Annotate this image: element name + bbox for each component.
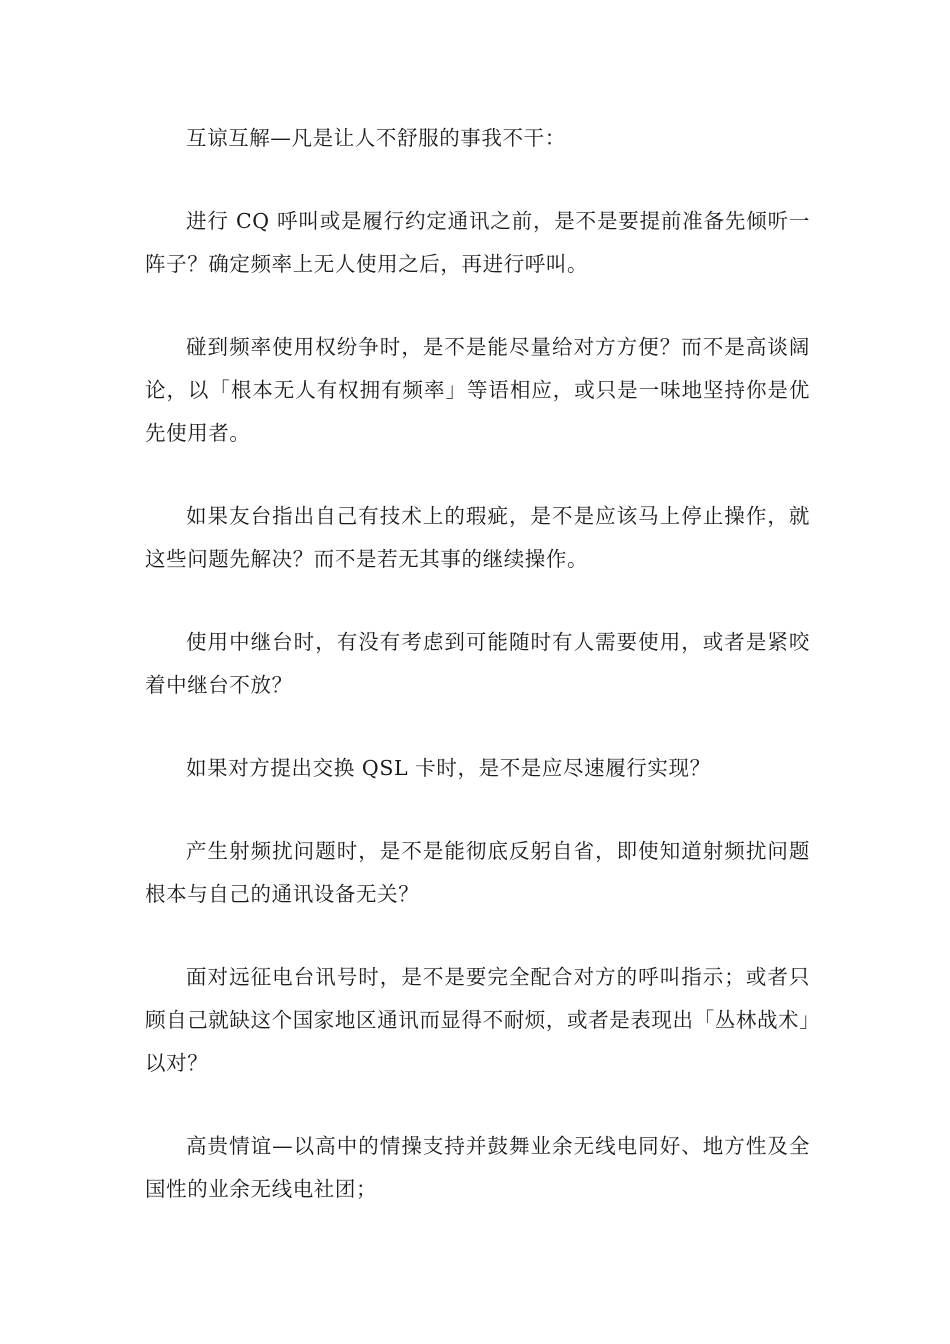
paragraph-technical-flaw: 如果友台指出自己有技术上的瑕疵，是不是应该马上停止操作，就这些问题先解决？而不是若无其事的继续操作。 bbox=[145, 504, 810, 571]
paragraph-frequency-dispute: 碰到频率使用权纷争时，是不是能尽量给对方方便？而不是高谈阔论，以「根本无人有权拥有频率」等语相应，或只是一味地坚持你是优先使用者。 bbox=[145, 335, 810, 445]
paragraph-listen-before-cq: 进行 CQ 呼叫或是履行约定通讯之前，是不是要提前准备先倾听一阵子？确定频率上无人使用之后，再进行呼叫。 bbox=[145, 209, 810, 276]
paragraph-noble-friendship: 高贵情谊—以高中的情操支持并鼓舞业余无线电同好、地方性及全国性的业余无线电社团； bbox=[145, 1134, 810, 1201]
paragraph-rf-interference: 产生射频扰问题时，是不是能彻底反躬自省，即使知道射频扰问题根本与自己的通讯设备无关？ bbox=[145, 839, 810, 906]
paragraph-dx-expedition: 面对远征电台讯号时，是不是要完全配合对方的呼叫指示；或者只顾自己就缺这个国家地区通讯而显得不耐烦，或者是表现出「丛林战术」以对？ bbox=[145, 965, 810, 1075]
paragraph-repeater-use: 使用中继台时，有没有考虑到可能随时有人需要使用，或者是紧咬着中继台不放？ bbox=[145, 630, 810, 697]
document-body bbox=[145, 117, 810, 1251]
paragraph-mutual-understanding: 互谅互解—凡是让人不舒服的事我不干： bbox=[186, 126, 566, 150]
paragraph-qsl-exchange: 如果对方提出交换 QSL 卡时，是不是应尽速履行实现？ bbox=[186, 756, 711, 780]
